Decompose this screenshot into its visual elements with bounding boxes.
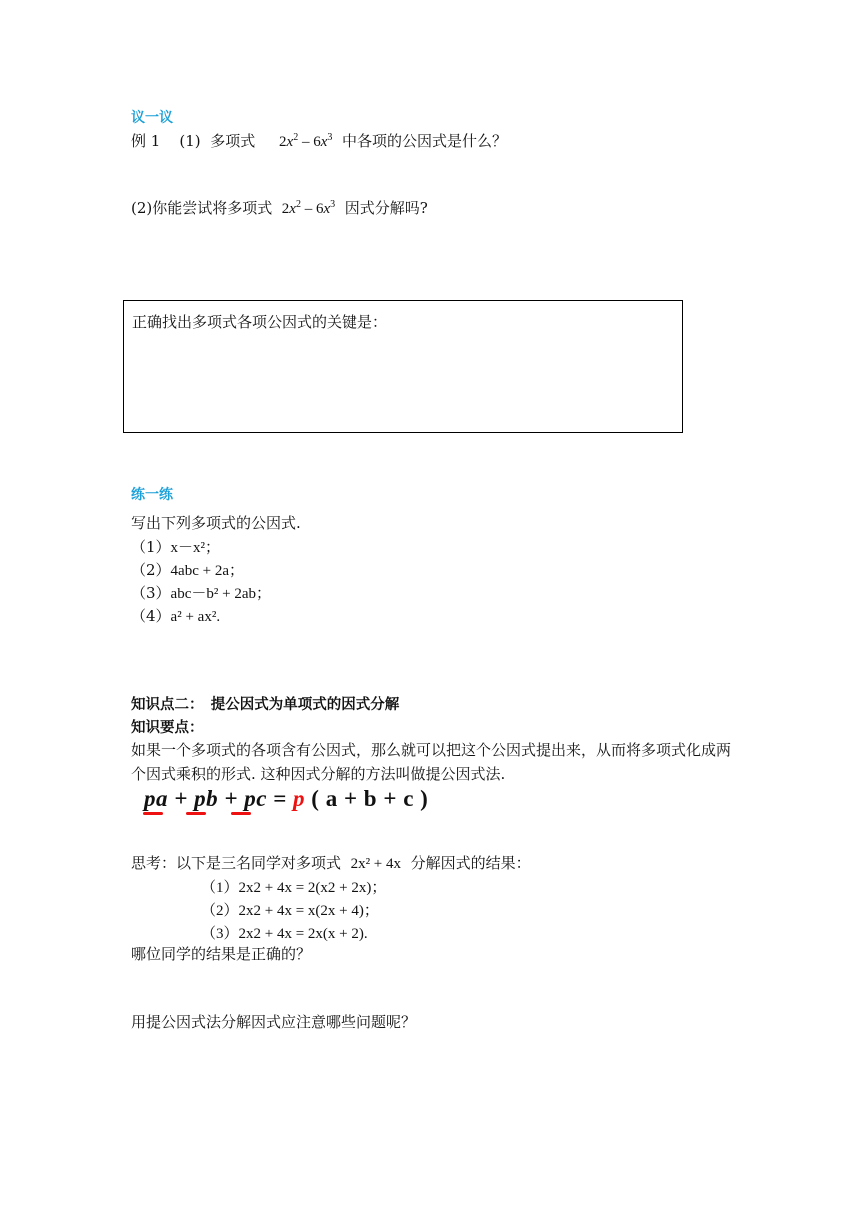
- underline-mark: [143, 812, 163, 815]
- answer-option: （1）2x2 + 4x = 2(x2 + 2x)；: [201, 880, 387, 896]
- polynomial: $2x^2 - 6x^3$: [279, 132, 333, 150]
- underline-mark: [186, 812, 206, 815]
- exercise-item: （3）abc－b² + 2ab；: [131, 584, 271, 602]
- answer-option: （3）2x2 + 4x = 2x(x + 2).: [201, 926, 368, 942]
- question-2-pre: (2)你能尝试将多项式: [131, 199, 273, 217]
- definition-line-2: 个因式乘积的形式. 这种因式分解的方法叫做提公因式法.: [131, 765, 506, 783]
- knowledge-subtitle: 知识要点：: [131, 720, 204, 736]
- key-point-text: 正确找出多项式各项公因式的关键是：: [132, 313, 388, 331]
- definition-line-1: 如果一个多项式的各项含有公因式，那么就可以把这个公因式提出来，从而将多项式化成两: [131, 741, 732, 759]
- example-prefix: 例 1: [131, 132, 161, 150]
- heading-lian-yi-lian: 练一练: [131, 487, 173, 503]
- question-number: (1): [179, 132, 201, 150]
- think-polynomial: 2x² + 4x: [350, 856, 402, 872]
- exercise-item: （4）a² + ax².: [131, 607, 221, 625]
- factor-formula: [144, 786, 428, 812]
- formula-left: pa + pb + pc =: [144, 786, 294, 811]
- exercise-intro: 写出下列多项式的公因式.: [131, 514, 301, 532]
- exercise-item: （2）4abc + 2a；: [131, 561, 244, 579]
- key-point-box: [123, 300, 683, 433]
- question-text-post: 中各项的公因式是什么？: [341, 132, 507, 150]
- question-text-pre: 多项式: [210, 132, 256, 150]
- question-2-post: 因式分解吗?: [344, 199, 428, 217]
- example-1-question-1: [131, 130, 507, 151]
- which-correct: 哪位同学的结果是正确的？: [131, 945, 312, 963]
- example-1-question-2: [131, 197, 428, 218]
- final-question: 用提公因式法分解因式应注意哪些问题呢？: [131, 1013, 417, 1031]
- heading-yi-yi-yi: 议一议: [131, 110, 173, 126]
- underline-mark: [231, 812, 251, 815]
- formula-right: ( a + b + c ): [311, 786, 429, 811]
- think-prompt: 思考：以下是三名同学对多项式 2x² + 4x 分解因式的结果：: [131, 854, 531, 872]
- exercise-item: （1）x－x²；: [131, 538, 221, 556]
- polynomial-2: $2x^2 - 6x^3$: [281, 199, 336, 217]
- knowledge-point-title: 知识点二： 提公因式为单项式的因式分解: [131, 697, 400, 713]
- formula-common-factor: p: [293, 786, 306, 811]
- answer-option: （2）2x2 + 4x = x(2x + 4)；: [201, 903, 379, 919]
